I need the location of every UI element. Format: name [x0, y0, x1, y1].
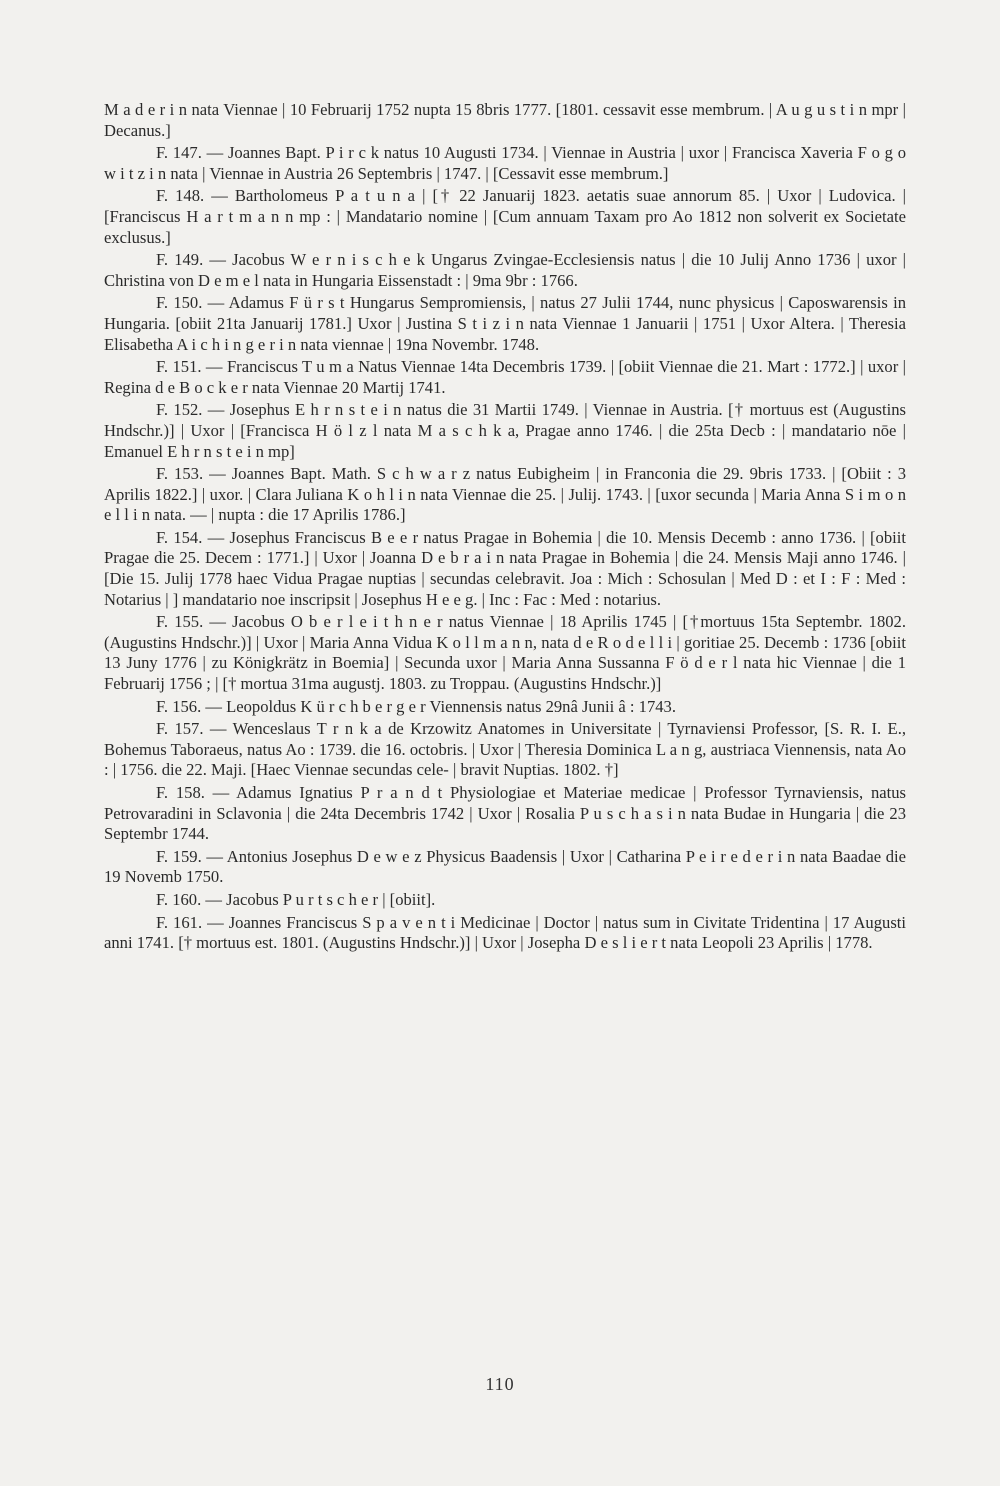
page-number: 110: [485, 1374, 515, 1394]
entry-f158: F. 158. — Adamus Ignatius P r a n d t Physiologiae et Materiae medicae | Professor Tyrnaviensis, natus Petrovaradini in Sclavonia | die 24ta Decembris 1742 | Uxor | Rosalia P u s c h a s i n nata Budae in Hungaria | die 23 Septembr 1744.: [104, 783, 906, 844]
entry-f154: F. 154. — Josephus Franciscus B e e r natus Pragae in Bohemia | die 10. Mensis Decemb : anno 1736. | [obiit Pragae die 25. Decem : 1771.] | Uxor | Joanna D e b r a i n nata Pragae in Bohemia | die 24. Mensis Maji anno 1746. | [Die 15. Julij 1778 haec Vidua Pragae nuptias | secundas celebravit. Joa : Mich : Schosulan | Med D : et I : F : Med : Notarius | ] mandatario noe inscripsit | Josephus H e e g. | Inc : Fac : Med : notarius.: [104, 527, 906, 609]
entry-f161: F. 161. — Joannes Franciscus S p a v e n t i Medicinae | Doctor | natus sum in Civitate Tridentina | 17 Augusti anni 1741. [† mortuus est. 1801. (Augustins Hndschr.)] | Uxor | Josepha D e s l i e r t nata Leopoli 23 Aprilis | 1778.: [104, 912, 906, 953]
entry-f157: F. 157. — Wenceslaus T r n k a de Krzowitz Anatomes in Universitate | Tyrnaviensi Professor, [S. R. I. E., Bohemus Taboraeus, natus Ao : 1739. die 16. octobris. | Uxor | Theresia Dominica L a n g, austriaca Viennensis, nata Ao : | 1756. die 22. Maji. [Haec Viennae secundas cele- | bravit Nuptias. 1802. †]: [104, 719, 906, 780]
entry-f152: F. 152. — Josephus E h r n s t e i n natus die 31 Martii 1749. | Viennae in Austria. [† mortuus est (Augustins Hndschr.)] | Uxor | [Francisca H ö l z l nata M a s c h k a, Pragae anno 1746. | die 25ta Decb : | mandatario nōe | Emanuel E h r n s t e i n mp]: [104, 400, 906, 461]
entry-continuation: M a d e r i n nata Viennae | 10 Februarij 1752 nupta 15 8bris 1777. [1801. cessavit esse membrum. | A u g u s t i n mpr | Decanus.]: [104, 100, 906, 140]
entry-f150: F. 150. — Adamus F ü r s t Hungarus Sempromiensis, | natus 27 Julii 1744, nunc physicus | Caposwarensis in Hungaria. [obiit 21ta Januarij 1781.] Uxor | Justina S t i z i n nata Viennae 1 Januarii | 1751 | Uxor Altera. | Theresia Elisabetha A i c h i n g e r i n nata viennae | 19na Novembr. 1748.: [104, 293, 906, 354]
entry-f159: F. 159. — Antonius Josephus D e w e z Physicus Baadensis | Uxor | Catharina P e i r e d e r i n nata Baadae die 19 Novemb 1750.: [104, 846, 906, 887]
entry-f155: F. 155. — Jacobus O b e r l e i t h n e r natus Viennae | 18 Aprilis 1745 | [†mortuus 15ta Septembr. 1802. (Augustins Hndschr.)] | Uxor | Maria Anna Vidua K o l l m a n n, nata d e R o d e l l i | goritiae 25. Decemb : 1736 [obiit 13 Juny 1776 | zu Königkrätz in Boemia] | Secunda uxor | Maria Anna Sussanna F ö d e r l nata hic Viennae | die 1 Februarij 1756 ; | [† mortua 31ma augustj. 1803. zu Troppau. (Augustins Hndschr.)]: [104, 612, 906, 694]
page-text: [104, 100, 906, 956]
entry-f156: F. 156. — Leopoldus K ü r c h b e r g e r Viennensis natus 29nâ Junii â : 1743.: [156, 696, 677, 716]
entry-f147: F. 147. — Joannes Bapt. P i r c k natus 10 Augusti 1734. | Viennae in Austria | uxor | Francisca Xaveria F o g o w i t z i n nata | Viennae in Austria 26 Septembris | 1747. | [Cessavit esse membrum.]: [104, 143, 906, 183]
entry-f153: F. 153. — Joannes Bapt. Math. S c h w a r z natus Eubigheim | in Franconia die 29. 9bris 1733. | [Obiit : 3 Aprilis 1822.] | uxor. | Clara Juliana K o h l i n nata Viennae die 25. | Julij. 1743. | [uxor secunda | Maria Anna S i m o n e l l i n nata. — | nupta : die 17 Aprilis 1786.]: [104, 464, 906, 525]
entry-f151: F. 151. — Franciscus T u m a Natus Viennae 14ta Decembris 1739. | [obiit Viennae die 21. Mart : 1772.] | uxor | Regina d e B o c k e r nata Viennae 20 Martij 1741.: [104, 357, 906, 397]
entry-f149: F. 149. — Jacobus W e r n i s c h e k Ungarus Zvingae-Ecclesiensis natus | die 10 Julij Anno 1736 | uxor | Christina von D e m e l nata in Hungaria Eissenstadt : | 9ma 9br : 1766.: [104, 250, 906, 290]
entry-f160: F. 160. — Jacobus P u r t s c h e r | [obiit].: [156, 889, 436, 909]
entry-f148: F. 148. — Bartholomeus P a t u n a | [† 22 Januarij 1823. aetatis suae annorum 85. | Uxor | Ludovica. | [Franciscus H a r t m a n n mp : | Mandatario nomine | [Cum annuam Taxam pro Ao 1812 non solverit ex Societate exclusus.]: [104, 186, 906, 247]
